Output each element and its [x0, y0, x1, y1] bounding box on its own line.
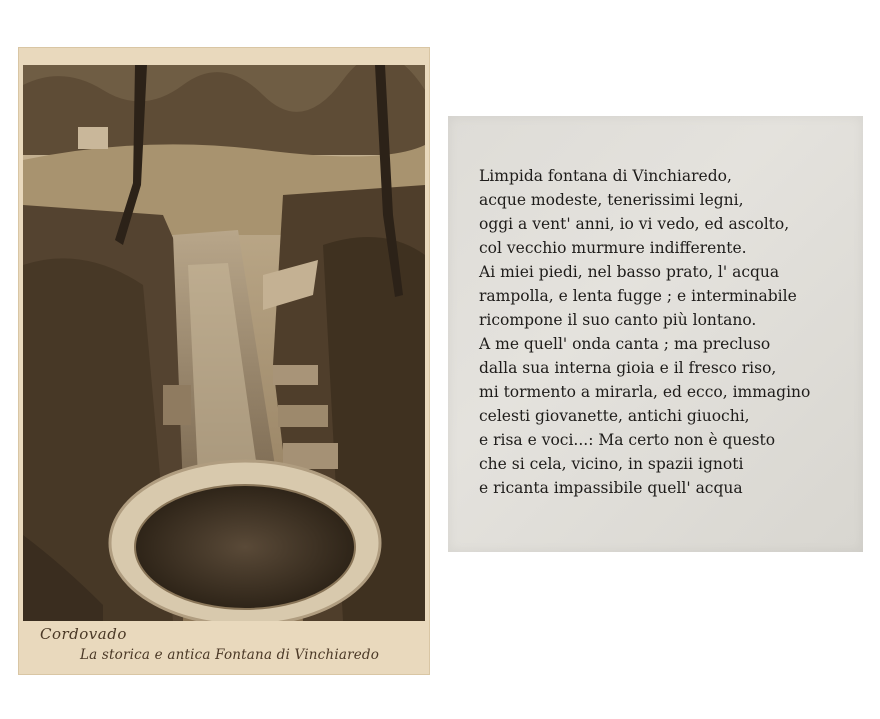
poem-line: Limpida fontana di Vinchiaredo, [479, 167, 732, 185]
fountain-photograph [23, 65, 425, 621]
poem-line: e risa e voci...: Ma certo non è questo [479, 431, 776, 449]
caption-place: Cordovado [40, 625, 127, 643]
poem-line: dalla sua interna gioia e il fresco riso, [479, 359, 777, 377]
poem-line: rampolla, e lenta fugge ; e interminabile [479, 287, 797, 305]
fountain-photo-image [23, 65, 425, 621]
poem-line: ricompone il suo canto più lontano. [479, 311, 757, 329]
postcard-caption [30, 625, 426, 673]
poem-line: che si cela, vicino, in spazii ignoti [479, 455, 744, 473]
poem-line: acque modeste, tenerissimi legni, [479, 191, 744, 209]
poem-line: A me quell' onda canta ; ma precluso [479, 335, 771, 353]
vintage-postcard [18, 47, 430, 675]
poem-line: Ai miei piedi, nel basso prato, l' acqua [479, 263, 780, 281]
poem-line: col vecchio murmure indifferente. [479, 239, 747, 257]
poem-line: celesti giovanette, antichi giuochi, [479, 407, 750, 425]
poem-line: mi tormento a mirarla, ed ecco, immagino [479, 383, 811, 401]
poem-text [479, 164, 810, 500]
poem-page [448, 116, 863, 552]
poem-line: e ricanta impassibile quell' acqua [479, 479, 743, 497]
caption-title: La storica e antica Fontana di Vinchiaredo [80, 647, 380, 663]
poem-line: oggi a vent' anni, io vi vedo, ed ascolto, [479, 215, 790, 233]
